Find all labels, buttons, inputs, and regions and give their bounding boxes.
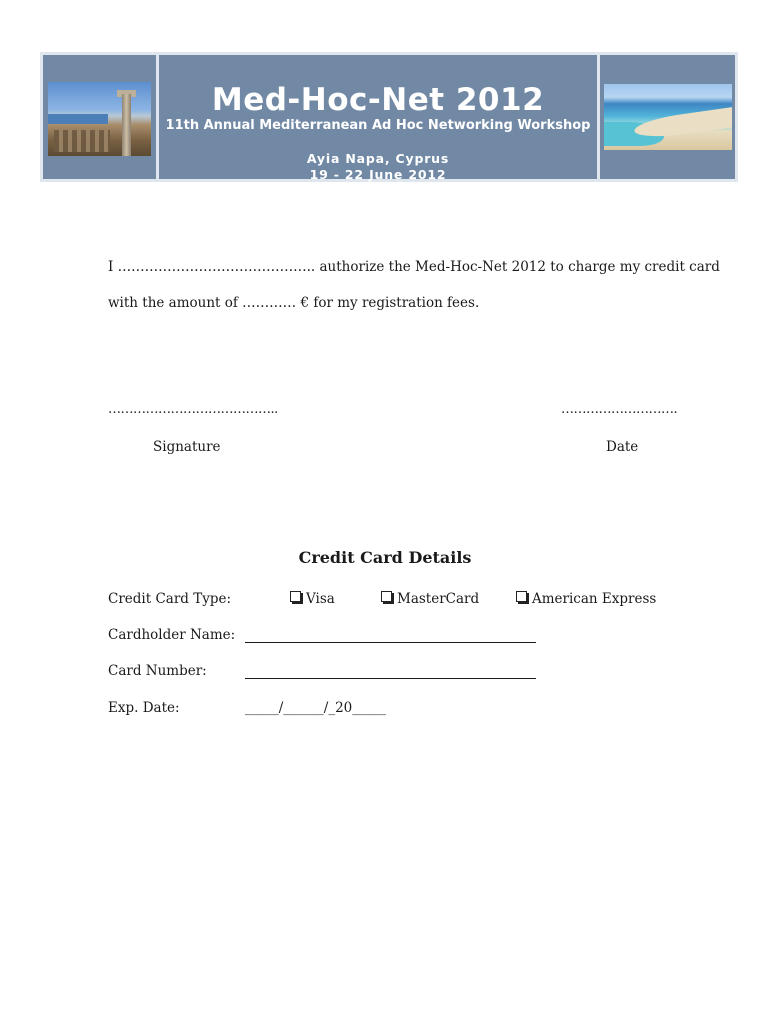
signature-label: Signature [153,439,221,455]
exp-date-label: Exp. Date: [108,700,180,716]
conference-subtitle: 11th Annual Mediterranean Ad Hoc Networking Workshop [165,118,591,133]
visa-checkbox[interactable] [290,591,301,602]
sea-area [48,114,108,124]
credit-card-details-heading: Credit Card Details [298,548,472,567]
banner-center-panel [159,55,597,182]
mastercard-checkbox[interactable] [381,591,392,602]
visa-option[interactable] [290,591,335,607]
authorization-line-1: I …………………………………….. authorize the Med-Hoc-Net 2012 to charge my credit card [108,259,720,275]
column-shaft [122,94,131,156]
mastercard-label: MasterCard [397,591,480,607]
authorization-line-2: with the amount of ………… € for my registration fees. [108,295,480,311]
beach-coastline-photo [604,84,732,150]
signature-field[interactable]: ………………………………….. [108,402,278,417]
cardholder-name-label: Cardholder Name: [108,627,236,643]
sandy-shore [633,107,732,141]
mastercard-option[interactable] [381,591,479,607]
card-type-label: Credit Card Type: [108,591,232,607]
american-express-option[interactable] [516,591,656,607]
american-express-checkbox[interactable] [516,591,527,602]
banner-left-panel [43,55,156,179]
card-number-label: Card Number: [108,663,207,679]
banner-right-panel [600,55,735,179]
ruins-area [54,130,110,152]
visa-label: Visa [306,591,335,607]
american-express-label: American Express [532,591,657,607]
ancient-column-ruins-photo [48,82,151,156]
card-number-field[interactable] [245,678,536,679]
conference-banner [40,52,738,182]
date-field[interactable]: ………………………. [561,402,678,417]
date-label: Date [606,439,639,455]
conference-location: Ayia Napa, Cyprus [306,151,450,166]
conference-dates: 19 - 22 June 2012 [309,167,447,182]
exp-date-field[interactable]: _____/______/_20_____ [245,700,387,716]
cardholder-name-field[interactable] [245,642,536,643]
conference-title: Med-Hoc-Net 2012 [211,82,545,118]
